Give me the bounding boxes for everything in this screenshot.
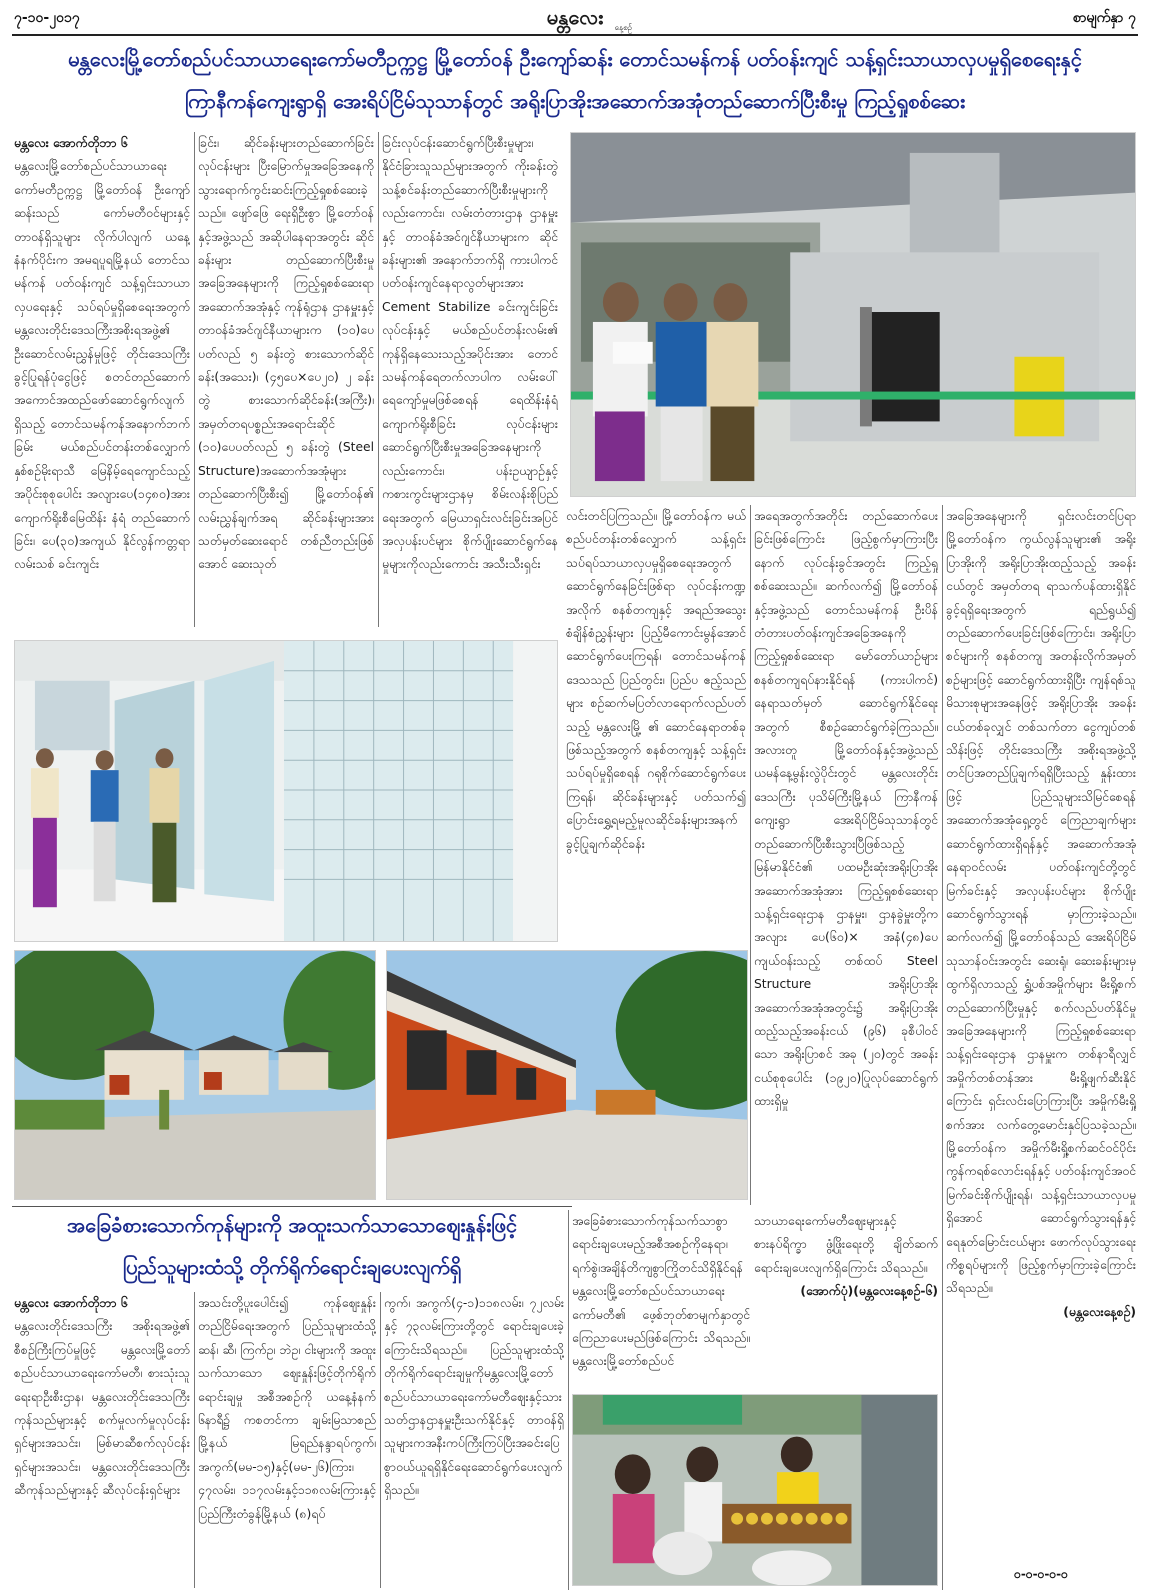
story2-top-rule [12, 1206, 572, 1207]
story1-column-2 [198, 132, 374, 627]
column-divider [194, 1292, 195, 1588]
story2-signoff: (အောက်ပုံ)(မန္တလေးနေ့စဉ်-၆) [800, 1284, 938, 1299]
story1-col3-text: ခြင်းလုပ်ငန်းဆောင်ရွက်ပြီးစီးမှုများ၊ နိုင်ငံခြားသူသည်များအတွက် ကိုးခန်းတွဲသန့်စင်ခန်းတည်ဆောက်ပြီးစီးမှုများကိုလည်းကောင်း၊ လမ်းတံတားဌာန ဌာနမှူးနှင့် တာဝန်ခံအင်ဂျင်နီယာများက ဆိုင်ခန်းများ၏ အနောက်ဘက်ရှိ ကားပါကင် ပတ်ဝန်းကျင်နေရာလွတ်များအား Cement Stabilize ခင်းကျင်းခြင်း လုပ်ငန်းနှင့် မယ်စည်ပင်တန်းလမ်း၏ ကုန်ရှိနေသေးသည့်အပိုင်းအား တောင်သမန်ကန်ရေတက်လာပါက လမ်းပေါ်ရေကျော်မှုမဖြစ်စေရန် ရေထိန်းနံရံ ကျောက်ရိုးစီခြင်း လုပ်ငန်းများ ဆောင်ရွက်ပြီးစီးမှုအခြေအနေများကိုလည်းကောင်း၊ ပန်းဥယျာဉ်နှင့် ကစားကွင်းများဌာနမှ စိမ်းလန်းစိုပြည်ရေးအတွက် မြေယာရှင်းလင်းခြင်းအပြင် အလှပန်းပင်များ စိုက်ပျိုးဆောင်ရွက်နေမှုများကိုလည်းကောင်း အသီးသီးရှင်း [382, 136, 558, 572]
story1-column-5 [754, 505, 938, 1205]
masthead-rule [12, 34, 1138, 36]
story1-column-1 [14, 132, 190, 627]
column-divider [568, 1210, 569, 1590]
shop-row-photo-icon [386, 950, 748, 1200]
story1-col5-text: အရေအတွက်အတိုင်း တည်ဆောက်ပေးခြင်းဖြစ်ကြောင်း ဖြည့်စွက်မှာကြားပြီးနောက် လုပ်ငန်းခွင်အတွင်း ကြည့်ရှုစစ်ဆေးသည်။ ဆက်လက်၍ မြို့တော်ဝန်နှင့်အဖွဲ့သည် တောင်သမန်ကန် ဦးပိန်တံတားပတ်ဝန်းကျင်အခြေအနေကို ကြည့်ရှုစစ်ဆေးရာ မော်တော်ယာဉ်များ စနစ်တကျရပ်နားနိုင်ရန် (ကားပါကင်) နေရာသတ်မှတ် ဆောင်ရွက်နိုင်ရေးအတွက် စီစဉ်ဆောင်ရွက်ခဲ့ကြသည်။ အလားတူ မြို့တော်ဝန်နှင့်အဖွဲ့သည် ယမန်နေ့မွန်းလွဲပိုင်းတွင် မန္တလေးတိုင်းဒေသကြီး ပုသိမ်ကြီးမြို့နယ် ကြာနီကန်ကျေးရွာ အေးရိပ်ငြိမ်သုသာန်တွင် တည်ဆောက်ပြီးစီးသွားပြီဖြစ်သည့် မြန်မာနိုင်ငံ၏ ပထမဦးဆုံးအရိုးပြာအိုး အဆောက်အအုံအား ကြည့်ရှုစစ်ဆေးရာ သန့်ရှင်းရေးဌာန ဌာနမှူး၊ ဌာနခွဲမှူးတို့က အလျား ပေ(၆၀)× အနံ(၄၈)ပေ ကျယ်ဝန်းသည့် တစ်ထပ် Steel Structure အရိုးပြာအိုး အဆောက်အအုံအတွင်း၌ အရိုးပြာအိုးထည့်သည့်အခန်းငယ် (၉၆) ခုစီပါဝင်သော အရိုးပြာစင် အခု (၂၀)တွင် အခန်းငယ်စုစုပေါင်း (၁၉၂၀)ပြုလုပ်ဆောင်ရွက်ထားရှိမှု [754, 509, 938, 1109]
story1-col2-text: ခြင်း၊ ဆိုင်ခန်းများတည်ဆောက်ခြင်းလုပ်ငန်းများ ပြီးမြောက်မှုအခြေအနေကို သွားရောက်ကွင်းဆင်းကြည့်ရှုစစ်ဆေးခဲ့သည်။ ဖျော်ဖြေ ရေးရှိဦးစွာ မြို့တော်ဝန်နှင့်အဖွဲ့သည် အဆိုပါနေရာအတွင်း ဆိုင်ခန်းများ တည်ဆောက်ပြီးစီးမှု အခြေအနေများကို ကြည့်ရှုစစ်ဆေးရာ အဆောက်အအုံနှင့် ကုန်ရုံဌာန ဌာနမှူးနှင့် တာဝန်ခံအင်ဂျင်နီယာများက (၁၀)ပေပတ်လည် ၅ ခန်းတွဲ စားသောက်ဆိုင်ခန်း(အသေး)၊ (၄၅ပေ×ပေ၂၀) ၂ ခန်းတွဲ စားသောက်ဆိုင်ခန်း(အကြီး)၊ အမှတ်တရပစ္စည်းအရောင်းဆိုင် (၁၀)ပေပတ်လည် ၅ ခန်းတွဲ (Steel Structure)အဆောက်အအုံများ တည်ဆောက်ပြီးစီး၍ မြို့တော်ဝန်၏ လမ်းညွှန်ချက်အရ ဆိုင်ခန်းများအား သတ်မှတ်ဆေးရောင် တစ်ညီတည်းဖြစ်အောင် ဆေးသုတ် [198, 136, 374, 572]
story1-endmark: ၀-၀-၀-၀-၀ [1014, 1567, 1068, 1581]
newspaper-logo [510, 2, 640, 32]
page-number: စာမျက်နှာ ၇ [1072, 10, 1136, 26]
column-divider [194, 132, 195, 627]
logo-text: မန္တလေး [546, 5, 604, 29]
issue-date: ၇-၁၀-၂၀၁၇ [14, 10, 80, 26]
story2-column-5 [754, 1210, 938, 1390]
story2-col4-text: အခြေခံစားသောက်ကုန်သက်သာစွာရောင်းချပေးမည့်အစီအစဉ်ကိုနေရာ၊ရက်စွဲ၊အချိန်တိကျစွာကြိုတင်သိရှိနိုင်ရန်မန္တလေးမြို့တော်စည်ပင်သာယာရေးကော်မတီ၏ ဖေ့စ်ဘုတ်စာမျက်နှာတွင် ကြေညာပေးမည်ဖြစ်ကြောင်း သိရသည်။ မန္တလေးမြို့တော်စည်ပင် [572, 1214, 750, 1369]
story1-column-4 [566, 505, 746, 945]
story2-headline-line2: ပြည်သူများထံသို့ တိုက်ရိုက်ရောင်းချပေးလျက်ရှိ [122, 1255, 462, 1279]
story1-dateline: မန္တလေး အောက်တိုဘာ ၆ [14, 136, 128, 150]
story1-column-6 [946, 505, 1136, 1555]
story2-col2-text: အသင်းတို့ပူးပေါင်း၍ ကုန်ဈေးနှုန်းတည်ငြိမ်ရေးအတွက် ပြည်သူများထံသို့ ဆန်၊ ဆီ၊ ကြက်ဥ၊ ဘဲဥ၊ ငါးများကို အထူးသက်သာသော ဈေးနှုန်းဖြင့်တိုက်ရိုက်ရောင်းချမှု အစီအစဉ်ကို ယနေ့နံနက် ၆နာရီ၌ ကစတင်ကာ ချမ်းမြသာစည်မြို့နယ် မြရည်နန္ဒာရပ်ကွက်၊ အကွက်(မမ-၁၅)နှင့်(မမ-၂၆)ကြား၊ ၄၇လမ်း၊ ၁၁၇လမ်းနှင့်၁၁၈လမ်းကြားနှင့် ပြည်ကြီးတံခွန်မြို့နယ် (၈)ရပ် [198, 1296, 376, 1521]
incinerator-photo-icon [570, 132, 1136, 497]
story1-headline-line1: မန္တလေးမြို့တော်စည်ပင်သာယာရေးကော်မတီဥက္ကဋ္ဌ မြို့တော်ဝန် ဦးကျော်ဆန်း တောင်သမန်ကန် ပတ်ဝန်းကျင် သန့်ရှင်းသာယာလှပမှုရှိစေရေးနှင့် [68, 47, 1082, 71]
column-divider [378, 132, 379, 627]
column-divider [380, 1292, 381, 1588]
market-sale-photo-icon [572, 1394, 938, 1586]
masthead [0, 0, 1150, 40]
story1-col1-text: မန္တလေးမြို့တော်စည်ပင်သာယာရေးကော်မတီဥက္ကဋ္ဌ မြို့တော်ဝန် ဦးကျော်ဆန်းသည် ကော်မတီဝင်များနှင့် တာဝန်ရှိသူများ လိုက်ပါလျက် ယနေ့နံနက်ပိုင်းက အမရပူရမြို့နယ် တောင်သမန်ကန် ပတ်ဝန်းကျင် သန့်ရှင်းသာယာလှပရေးနှင့် သပ်ရပ်မှုရှိစေရေးအတွက် မန္တလေးတိုင်းဒေသကြီးအစိုးရအဖွဲ့၏ ဦးဆောင်လမ်းညွှန်မှုဖြင့် တိုင်းဒေသကြီး ခွင့်ပြုရန်ပုံငွေဖြင့် စတင်တည်ဆောက်အကောင်အထည်ဖော်ဆောင်ရွက်လျက်ရှိသည့် တောင်သမန်ကန်အနောက်ဘက်ခြမ်း မယ်စည်ပင်တန်းတစ်လျှောက် နှစ်စဉ်မိုးရာသီ မြေနိမ့်ရေကျောင်သည့် အပိုင်းစုစုပေါင်း အလျားပေ(၁၄၈၀)အား ကျောက်ရိုးစီမြေထိန်း နံရံ တည်ဆောက်ခြင်း၊ ပေ(၃၀)အကျယ် နိုင်လွန်ကတ္တရာလမ်းသစ် ခင်းကျင်း [14, 159, 190, 572]
logo-subtext: နေ့စဉ် [614, 23, 632, 32]
story2-col3-text: ကွက်၊ အကွက်(၄-၁)၁၁၈လမ်း၊ ၇၂လမ်းနှင့် ၇၃လမ်းကြားတို့တွင် ရောင်းချပေးခဲ့ကြောင်းသိရသည်။ ပြည်သူများထံသို့တိုက်ရိုက်ရောင်းချမှုကိုမန္တလေးမြို့တော်စည်ပင်သာယာရေးကော်မတီဈေးနှင့်သားသတ်ဌာနဌာနမှူးဦးသက်နိုင်နှင့် တာဝန်ရှိသူများကအနီးကပ်ကြီးကြပ်ပြီးအခင်းပြေစွာဝယ်ယူရရှိနိုင်ရေးဆောင်ရွက်ပေးလျက်ရှိသည်။ [384, 1296, 564, 1498]
story2-column-4 [572, 1210, 750, 1390]
story1-signoff: (မန္တလေးနေ့စဉ်) [1063, 1304, 1136, 1319]
story2-col1-text: မန္တလေးတိုင်းဒေသကြီး အစိုးရအဖွဲ့၏ စီစဉ်ကြီးကြပ်မှုဖြင့် မန္တလေးမြို့တော်စည်ပင်သာယာရေးကော်မတီ၊ စားသုံးသူရေးရာဦးစီးဌာန၊ မန္တလေးတိုင်းဒေသကြီး ကုန်သည်များနှင့် စက်မှုလက်မှုလုပ်ငန်းရှင်များအသင်း၊ မြစ်မာဆီစက်လုပ်ငန်းရှင်များအသင်း၊ မန္တလေးတိုင်းဒေသကြီး ဆီကုန်သည်များနှင့် ဆီလုပ်ငန်းရှင်များ [14, 1319, 190, 1498]
market-stalls-photo-icon [14, 950, 376, 1200]
column-divider [750, 505, 751, 1205]
urn-shelves-photo-icon [14, 640, 558, 942]
story1-headline-line2: ကြာနီကန်ကျေးရွာရှိ အေးရိပ်ငြိမ်သုသာန်တွင် အရိုးပြာအိုးအဆောက်အအုံတည်ဆောက်ပြီးစီးမှု ကြည့်ရှုစစ်ဆေး [184, 89, 966, 113]
story2-column-1 [14, 1292, 190, 1588]
story2-col5-text: သာယာရေးကော်မတီဈေးများနှင့် စားနပ်ရိက္ခာ ဖွံ့ဖြိုးရေးတို့ ချိတ်ဆက်ရောင်းချပေးလျက်ရှိကြောင်း သိရသည်။ [754, 1214, 938, 1275]
story2-headline-line1: အခြေခံစားသောက်ကုန်များကို အထူးသက်သာသောဈေးနှုန်းဖြင့် [66, 1213, 518, 1237]
story2-column-3 [384, 1292, 564, 1588]
story2-dateline: မန္တလေး အောက်တိုဘာ ၆ [14, 1296, 128, 1310]
story2-column-2 [198, 1292, 376, 1588]
story1-col4-text: လင်းတင်ပြကြသည်။ မြို့တော်ဝန်က မယ်စည်ပင်တန်းတစ်လျှောက် သန့်ရှင်းသပ်ရပ်သာယာလှပမှုရှိစေရေးအတွက် ဆောင်ရွက်နေခြင်းဖြစ်ရာ လုပ်ငန်းကဏ္ဍအလိုက် စနစ်တကျနှင့် အရည်အသွေးစံချိန်စံညွှန်းများ ပြည့်မီကောင်းမွန်အောင်ဆောင်ရွက်ပေးကြရန်၊ တောင်သမန်ကန်ဒေသသည် ပြည်တွင်း၊ ပြည်ပ ဧည့်သည်များ စဉ်ဆက်မပြတ်လာရောက်လည်ပတ်သည့် မန္တလေးမြို့ ၏ ဆောင်နေရာတစ်ခုဖြစ်သည့်အတွက် စနစ်တကျနှင့် သန့်ရှင်းသပ်ရပ်မှုရှိစေရန် ဂရုစိုက်ဆောင်ရွက်ပေးကြရန်၊ ဆိုင်ခန်းများနှင့် ပတ်သက်၍ ပြောင်းရွှေ့ရမည့်မူလဆိုင်ခန်းများအနက် ခွင့်ပြုချက်ဆိုင်ခန်း [566, 509, 746, 851]
story1-column-3 [382, 132, 558, 627]
story1-col6-text: အခြေအနေများကို ရှင်းလင်းတင်ပြရာ မြို့တော်ဝန်က ကွယ်လွန်သူများ၏ အရိုးပြာအိုးကို အရိုးပြာအိုးထည့်သည့် အခန်းငယ်တွင် အမှတ်တရ ရာသက်ပန်ထားရှိနိုင်ခွင့်ရရှိရေးအတွက် ရည်ရွယ်၍ တည်ဆောက်ပေးခြင်းဖြစ်ကြောင်း၊ အရိုးပြာစင်များကို စနစ်တကျ အတန်းလိုက်အမှတ်စဉ်များဖြင့် ဆောင်ရွက်ထားရှိပြီး ကျန်ရစ်သူမိသားစုများအနေဖြင့် အရိုးပြာအိုး အခန်းငယ်တစ်ခုလျှင် တစ်သက်တာ ငွေကျပ်တစ်သိန်းဖြင့် တိုင်းဒေသကြီး အစိုးရအဖွဲ့သို့ တင်ပြအတည်ပြုချက်ရရှိပြီးသည့် နှုန်းထားဖြင့် ပြည်သူများသိမြင်စေရန် အဆောက်အအုံရှေ့တွင် ကြေညာချက်များ ဆောင်ရွက်ထားရှိရန်နှင့် အဆောက်အအုံနေရာဝင်လမ်း ပတ်ဝန်းကျင်တို့တွင် မြက်ခင်းနှင့် အလှပန်းပင်များ စိုက်ပျိုးဆောင်ရွက်သွားရန် မှာကြားခဲ့သည်။ ဆက်လက်၍ မြို့တော်ဝန်သည် အေးရိပ်ငြိမ်သုသာန်ဝင်းအတွင်း ဆေးရုံ၊ ဆေးခန်းများမှ ထွက်ရှိလာသည့် ရွှံ့ပစ်အမှိုက်များ မီးရှို့စက် တည်ဆောက်ပြီးမှုနှင့် စက်လည်ပတ်နိုင်မှုအခြေအနေများကို ကြည့်ရှုစစ်ဆေးရာ သန့်ရှင်းရေးဌာန ဌာနမှူးက တစ်နာရီလျှင် အမှိုက်တစ်တန်အား မီးရှို့ဖျက်ဆီးနိုင်ကြောင်း ရှင်းလင်းပြောကြားပြီး အမှိုက်မီးရှို့စက်အား လက်တွေ့မောင်းနှင်ပြသခဲ့သည်။ မြို့တော်ဝန်က အမှိုက်မီးရှို့စက်ဆင်ဝင်ပိုင်း ကွန်ကရစ်လောင်းရန်နှင့် ပတ်ဝန်းကျင်အဝင် မြက်ခင်းစိုက်ပျိုးရန်၊ သန့်ရှင်းသာယာလှပမှုရှိအောင် ဆောင်ရွက်သွားရန်နှင့် ရေနုတ်မြောင်းငယ်များ ဖောက်လုပ်သွားရေးကိစ္စရပ်များကို ဖြည့်စွက်မှာကြားခဲ့ကြောင်း သိရသည်။ [946, 509, 1136, 1296]
column-divider [942, 505, 943, 1590]
